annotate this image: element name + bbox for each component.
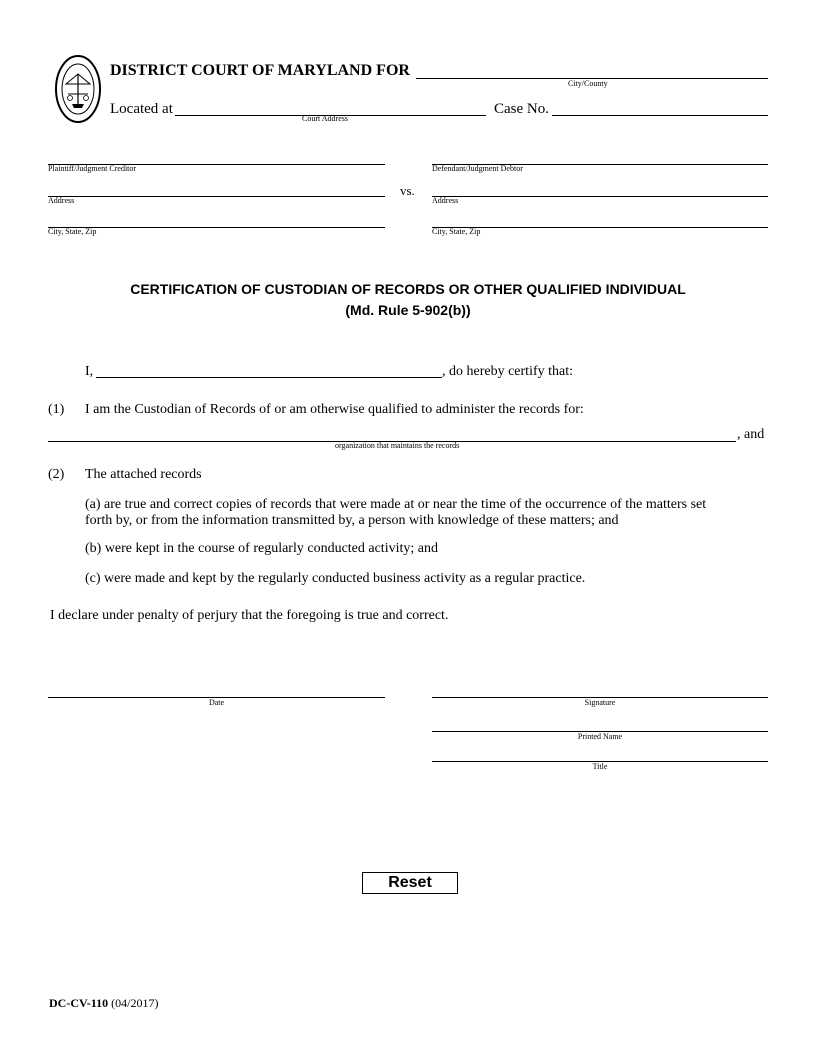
item2-text: The attached records xyxy=(85,467,202,482)
item2b-text: (b) were kept in the course of regularly conducted activity; and xyxy=(85,541,438,556)
date-label: Date xyxy=(208,698,225,707)
court-title: DISTRICT COURT OF MARYLAND FOR xyxy=(110,62,410,79)
defendant-address-label: Address xyxy=(432,196,459,205)
plaintiff-address-input[interactable] xyxy=(48,179,385,195)
court-address-input[interactable] xyxy=(175,98,486,114)
city-county-input[interactable] xyxy=(416,62,768,78)
plaintiff-address-label: Address xyxy=(48,196,75,205)
defendant-input[interactable] xyxy=(432,147,768,163)
defendant-label: Defendant/Judgment Debtor xyxy=(432,164,523,173)
form-title: CERTIFICATION OF CUSTODIAN OF RECORDS OR OTHER QUALIFIED INDIVIDUAL xyxy=(130,281,686,297)
vs-label: vs. xyxy=(400,183,415,198)
and-suffix: , and xyxy=(737,427,765,442)
form-rule: (Md. Rule 5-902(b)) xyxy=(345,302,471,318)
certifier-name-input[interactable] xyxy=(96,361,442,377)
signature-label: Signature xyxy=(584,698,616,707)
defendant-city-label: City, State, Zip xyxy=(432,227,481,236)
plaintiff-label: Plaintiff/Judgment Creditor xyxy=(48,164,137,173)
item2-number: (2) xyxy=(48,467,65,482)
item1-text: I am the Custodian of Records of or am otherwise qualified to administer the records for: xyxy=(85,402,584,417)
printed-name-label: Printed Name xyxy=(577,732,623,741)
form-revision: (04/2017) xyxy=(111,996,159,1010)
plaintiff-city-input[interactable] xyxy=(48,210,385,226)
item2a-line2: forth by, or from the information transmitted by, a person with knowledge of these matters; and xyxy=(85,513,619,528)
item2c-text: (c) were made and kept by the regularly conducted business activity as a regular practice. xyxy=(85,571,586,586)
case-no-label: Case No. xyxy=(494,101,549,117)
located-at-label: Located at xyxy=(110,101,173,117)
form-number xyxy=(49,996,158,1011)
certify-suffix: , do hereby certify that: xyxy=(442,364,574,379)
item2a-line1: (a) are true and correct copies of records that were made at or near the time of the occurrence of the matters set xyxy=(85,497,707,512)
date-input[interactable] xyxy=(48,680,385,696)
title-label: Title xyxy=(592,762,608,771)
title-input[interactable] xyxy=(432,744,768,760)
item1-number: (1) xyxy=(48,402,65,417)
court-address-label: Court Address xyxy=(302,114,348,123)
i-prefix: I, xyxy=(85,364,94,379)
form-code: DC-CV-110 xyxy=(49,996,109,1010)
court-seal-icon xyxy=(54,54,102,124)
defendant-city-input[interactable] xyxy=(432,210,768,226)
organization-input[interactable] xyxy=(48,424,736,440)
declaration-text: I declare under penalty of perjury that the foregoing is true and correct. xyxy=(50,608,449,623)
city-county-label: City/County xyxy=(568,79,608,88)
signature-input[interactable] xyxy=(432,680,768,696)
plaintiff-city-label: City, State, Zip xyxy=(48,227,97,236)
defendant-address-input[interactable] xyxy=(432,179,768,195)
printed-name-input[interactable] xyxy=(432,714,768,730)
plaintiff-input[interactable] xyxy=(48,147,385,163)
reset-button[interactable]: Reset xyxy=(362,872,458,894)
organization-label: organization that maintains the records xyxy=(335,441,460,450)
case-no-input[interactable] xyxy=(552,98,768,114)
